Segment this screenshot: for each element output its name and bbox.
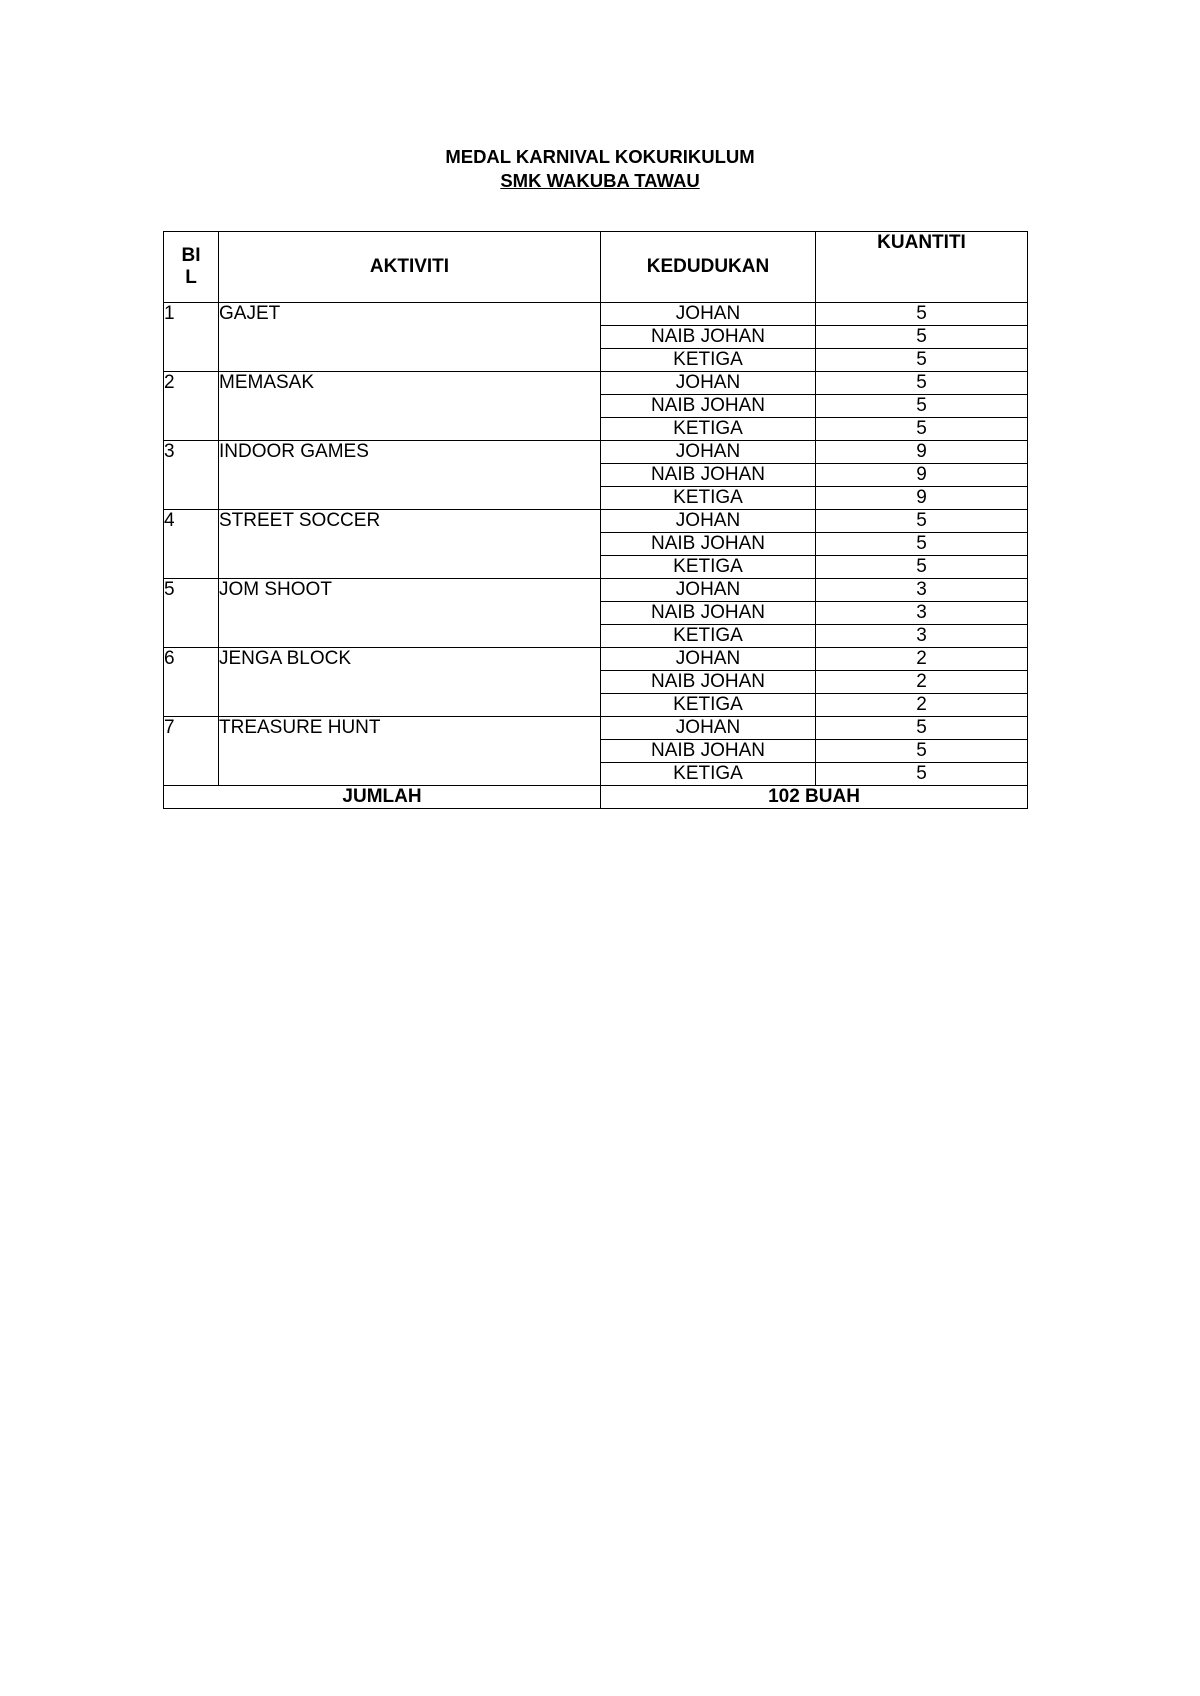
cell-kuantiti: 5: [816, 418, 1028, 441]
cell-kuantiti: 5: [816, 510, 1028, 533]
cell-kuantiti: 9: [816, 464, 1028, 487]
cell-kuantiti: 9: [816, 441, 1028, 464]
cell-kuantiti: 5: [816, 395, 1028, 418]
cell-kuantiti: 5: [816, 763, 1028, 786]
cell-kedudukan: KETIGA: [601, 349, 816, 372]
header-kuantiti: KUANTITI: [816, 232, 1028, 303]
cell-kuantiti: 5: [816, 303, 1028, 326]
cell-kuantiti: 3: [816, 602, 1028, 625]
cell-kedudukan: NAIB JOHAN: [601, 740, 816, 763]
cell-kedudukan: NAIB JOHAN: [601, 326, 816, 349]
cell-kedudukan: JOHAN: [601, 510, 816, 533]
header-row: [164, 232, 1028, 303]
cell-bil: 1: [164, 303, 219, 372]
cell-kedudukan: NAIB JOHAN: [601, 533, 816, 556]
cell-kuantiti: 5: [816, 372, 1028, 395]
cell-kuantiti: 3: [816, 579, 1028, 602]
cell-kedudukan: KETIGA: [601, 556, 816, 579]
document-heading: [0, 145, 1200, 193]
document-subtitle: SMK WAKUBA TAWAU: [500, 170, 700, 191]
cell-bil: 4: [164, 510, 219, 579]
cell-aktiviti: JOM SHOOT: [219, 579, 601, 648]
cell-aktiviti: STREET SOCCER: [219, 510, 601, 579]
table-header: [164, 232, 1028, 303]
cell-kedudukan: NAIB JOHAN: [601, 395, 816, 418]
cell-bil: 6: [164, 648, 219, 717]
header-bil-line1: BI: [181, 245, 201, 266]
cell-kedudukan: KETIGA: [601, 763, 816, 786]
table-footer: [164, 786, 1028, 809]
table-row: [164, 579, 1028, 602]
table-body: [164, 303, 1028, 786]
cell-kedudukan: JOHAN: [601, 579, 816, 602]
cell-kedudukan: JOHAN: [601, 648, 816, 671]
cell-kuantiti: 2: [816, 694, 1028, 717]
cell-kuantiti: 2: [816, 671, 1028, 694]
cell-kuantiti: 5: [816, 740, 1028, 763]
cell-aktiviti: INDOOR GAMES: [219, 441, 601, 510]
cell-aktiviti: TREASURE HUNT: [219, 717, 601, 786]
cell-aktiviti: GAJET: [219, 303, 601, 372]
header-bil: [164, 232, 219, 303]
cell-kuantiti: 5: [816, 533, 1028, 556]
cell-kedudukan: KETIGA: [601, 625, 816, 648]
medal-table: [163, 231, 1028, 809]
cell-bil: 7: [164, 717, 219, 786]
cell-kedudukan: JOHAN: [601, 717, 816, 740]
cell-kedudukan: NAIB JOHAN: [601, 602, 816, 625]
cell-bil: 3: [164, 441, 219, 510]
cell-kedudukan: NAIB JOHAN: [601, 671, 816, 694]
cell-bil: 2: [164, 372, 219, 441]
cell-kuantiti: 5: [816, 326, 1028, 349]
cell-kedudukan: JOHAN: [601, 303, 816, 326]
cell-aktiviti: MEMASAK: [219, 372, 601, 441]
cell-kedudukan: KETIGA: [601, 487, 816, 510]
total-value: 102 BUAH: [601, 786, 1028, 809]
total-row: [164, 786, 1028, 809]
cell-kuantiti: 5: [816, 556, 1028, 579]
cell-kedudukan: NAIB JOHAN: [601, 464, 816, 487]
table-row: [164, 648, 1028, 671]
cell-kuantiti: 2: [816, 648, 1028, 671]
table-row: [164, 372, 1028, 395]
table-row: [164, 441, 1028, 464]
cell-kuantiti: 9: [816, 487, 1028, 510]
cell-aktiviti: JENGA BLOCK: [219, 648, 601, 717]
table-row: [164, 303, 1028, 326]
total-label: JUMLAH: [164, 786, 601, 809]
cell-kuantiti: 5: [816, 349, 1028, 372]
header-aktiviti: AKTIVITI: [219, 232, 601, 303]
cell-kedudukan: KETIGA: [601, 418, 816, 441]
header-bil-line2: L: [185, 267, 197, 288]
cell-kedudukan: JOHAN: [601, 441, 816, 464]
cell-kedudukan: JOHAN: [601, 372, 816, 395]
document-title: MEDAL KARNIVAL KOKURIKULUM: [445, 146, 755, 167]
header-kedudukan: KEDUDUKAN: [601, 232, 816, 303]
cell-bil: 5: [164, 579, 219, 648]
table-row: [164, 510, 1028, 533]
cell-kuantiti: 3: [816, 625, 1028, 648]
table-row: [164, 717, 1028, 740]
cell-kedudukan: KETIGA: [601, 694, 816, 717]
cell-kuantiti: 5: [816, 717, 1028, 740]
